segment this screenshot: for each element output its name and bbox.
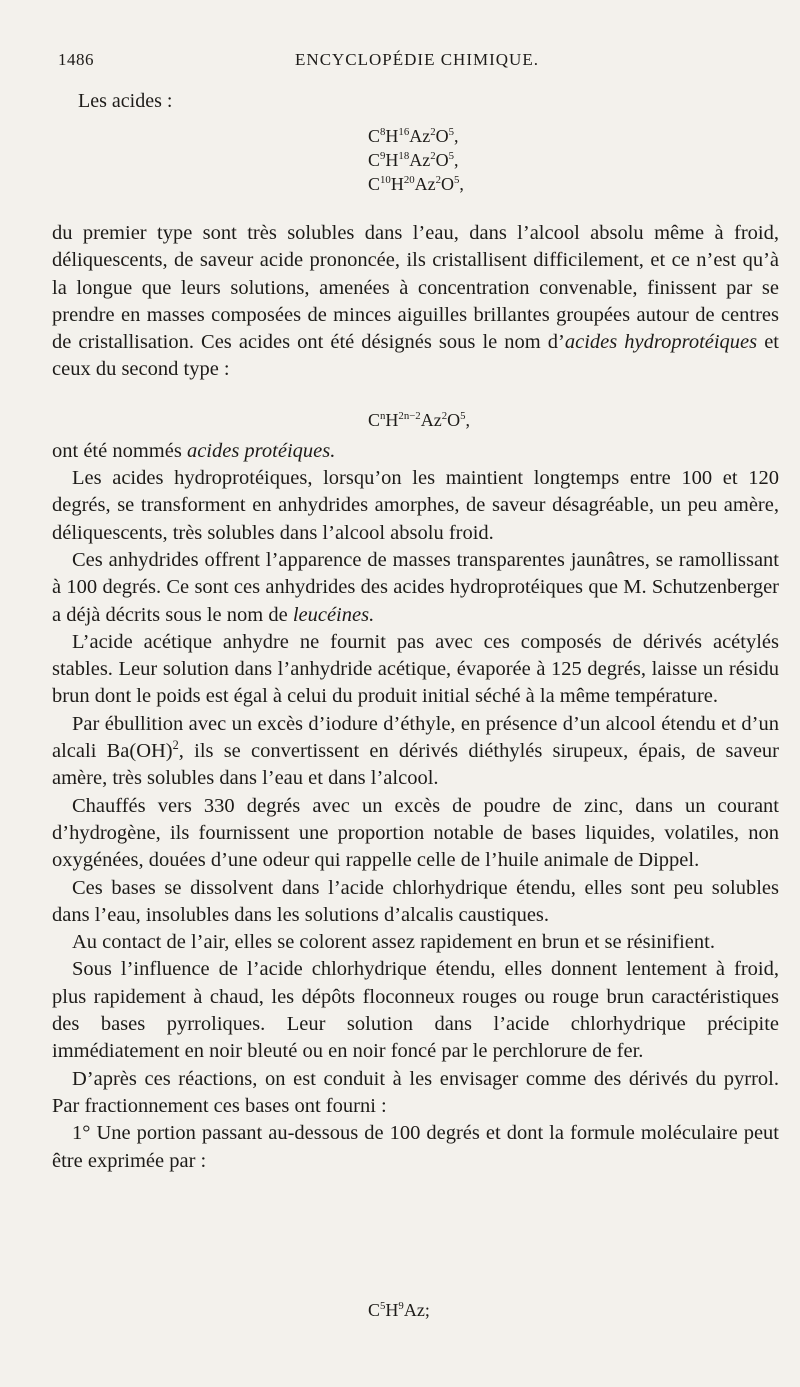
paragraph-5: L’acide acétique anhydre ne fournit pas avec ces composés de dérivés acétylés stables. Leur solution dans l’anhydride acétique, évaporée à 125 degrés, laisse un résidu brun dont le poids est égal à celui du produit initial séché à la même température. (52, 630, 779, 708)
paragraph-4: Ces anhydrides offrent l’apparence de masses transparentes jaunâtres, se ramollissant à 100 degrés. Ce sont ces anhydrides des acides hydroprotéiques que M. Schutzenberger a déjà décrits sous le nom de leucéines. (52, 548, 779, 626)
term-hydroproteic: acides hydroprotéiques (564, 331, 758, 354)
running-title: ENCYCLOPÉDIE CHIMIQUE. (295, 50, 539, 69)
term-leuceines: leucéines. (292, 603, 375, 626)
paragraph-2: ont été nommés acides protéiques. (52, 439, 336, 462)
formula-c10: $C^{10}H^{20}Az^2O^5$, (368, 174, 464, 194)
body-text (52, 220, 779, 1175)
paragraph-12: 1° Une portion passant au-dessous de 100 degrés et dont la formule moléculaire peut être exprimée par : (52, 1122, 779, 1172)
paragraph-11: D’après ces réactions, on est conduit à les envisager comme des dérivés du pyrrol. Par fractionnement ces bases ont fourni : (52, 1067, 779, 1117)
intro-line: Les acides : (78, 90, 173, 112)
formula-pyrrol: $C^5H^9Az$; (368, 1300, 430, 1320)
term-proteic: acides protéiques. (186, 439, 336, 462)
paragraph-7: Chauffés vers 330 degrés avec un excès de poudre de zinc, dans un courant d’hydrogène, ils fournissent une proportion notable de bases liquides, volatiles, non oxygénées, douées d’une odeur qui rappelle celle de l’huile animale de Dippel. (52, 794, 779, 872)
paragraph-9: Au contact de l’air, elles se colorent assez rapidement en brun et se résinifient. (72, 931, 715, 954)
formula-c9: $C^9H^{18}Az^2O^5$, (368, 150, 459, 170)
paragraph-1: du premier type sont très solubles dans l’eau, dans l’alcool absolu même à froid, déliquescents, de saveur acide prononcée, ils cristallisent difficilement, et ce n’est qu’à la longue que leurs solutions, amenées à concentration convenable, finissent par se prendre en masses composées de minces aiguilles brillantes groupées autour de centres de cristallisation. Ces acides ont été désignés sous le nom d’acides hydroprotéiques et ceux du second type : (52, 222, 779, 381)
page-header (58, 50, 776, 72)
paragraph-6: Par ébullition avec un excès d’iodure d’éthyle, en présence d’un alcool étendu et d’un alcali Ba(OH)$^2$, ils se convertissent en dérivés diéthylés sirupeux, épais, de saveur amère, très solubles dans l’eau et dans l’alcool. (52, 712, 780, 790)
formula-general: $C^nH^{2n-2}Az^2O^5$, (368, 410, 471, 430)
formula-c8: $C^8H^{16}Az^2O^5$, (368, 126, 459, 146)
paragraph-8: Ces bases se dissolvent dans l’acide chlorhydrique étendu, elles sont peu solubles dans l’eau, insolubles dans les solutions d’alcalis caustiques. (52, 876, 779, 926)
formula-list (368, 124, 464, 196)
paragraph-10: Sous l’influence de l’acide chlorhydrique étendu, elles donnent lentement à froid, plus rapidement à chaud, les dépôts floconneux rouges ou rouge brun caractéristiques des bases pyrroliques. Leur solution dans l’acide chlorhydrique précipite immédiatement en noir bleuté ou en noir foncé par le perchlorure de fer. (52, 958, 779, 1063)
page-number: 1486 (58, 50, 94, 69)
paragraph-3: Les acides hydroprotéiques, lorsqu’on les maintient longtemps entre 100 et 120 degrés, se transforment en anhydrides amorphes, de saveur désagréable, un peu amère, déliquescents, très solubles dans l’alcool absolu froid. (52, 467, 779, 544)
